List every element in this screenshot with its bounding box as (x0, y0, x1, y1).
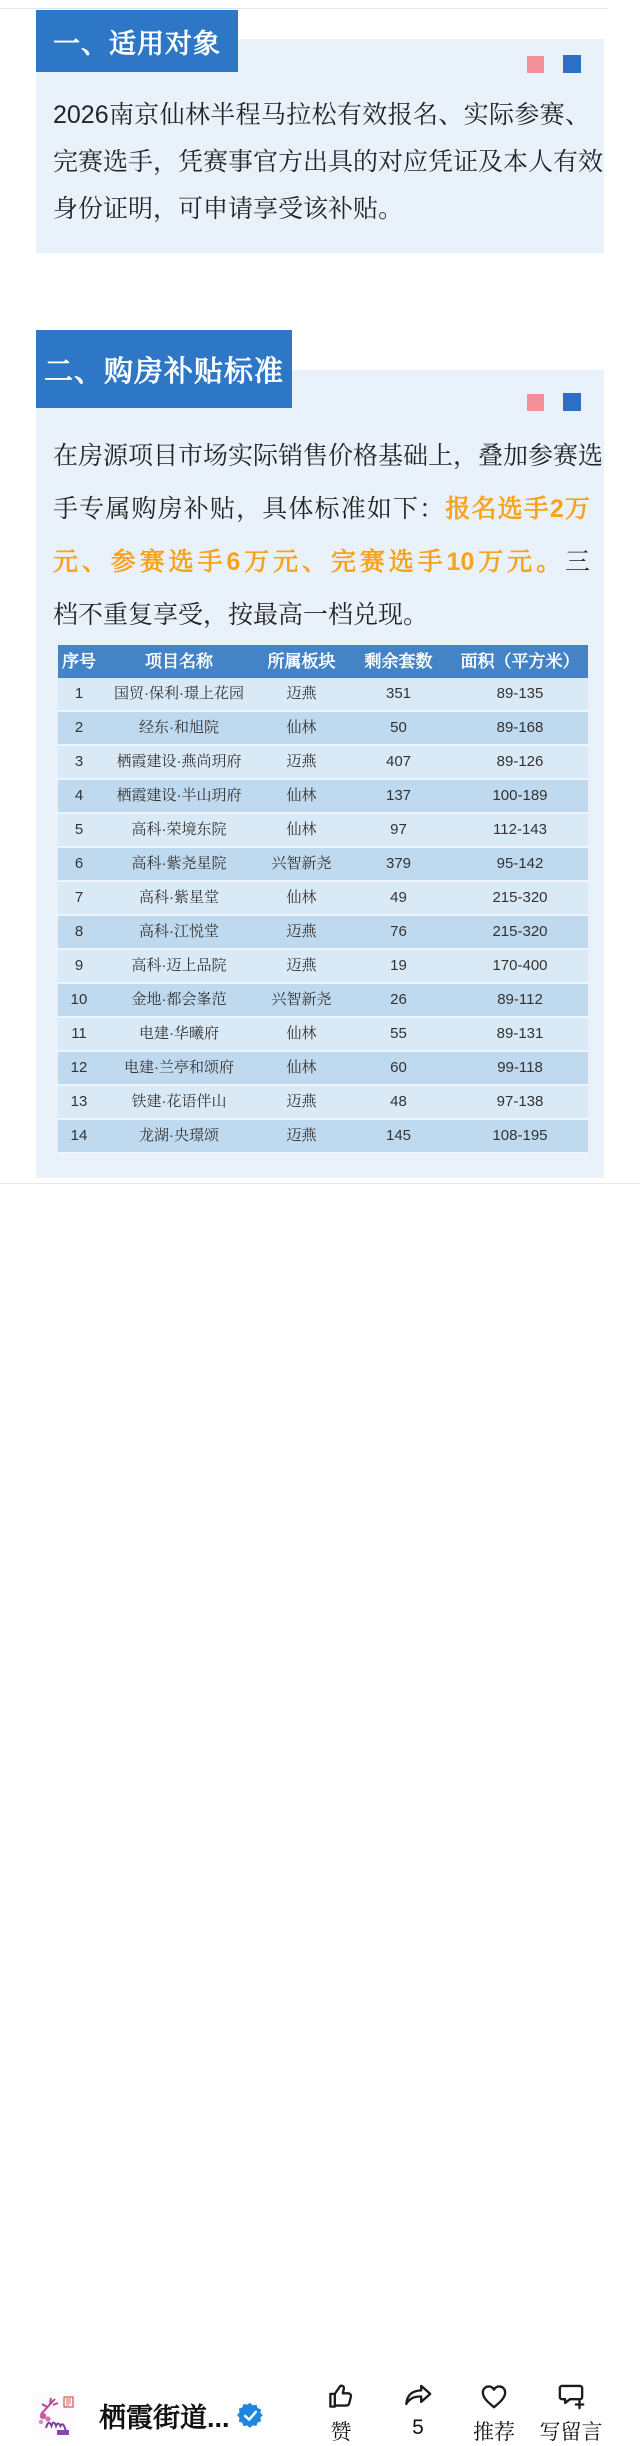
section2-paragraph (53, 430, 604, 642)
highlight-text: 报名选手2万 (445, 495, 590, 523)
table-cell: 高科·迈上品院 (131, 957, 227, 974)
table-cell: 栖霞建设·燕尚玥府 (116, 753, 242, 770)
table-cell: 60 (390, 1059, 407, 1076)
table-cell: 215-320 (492, 889, 548, 906)
table-header-cell: 所属板块 (267, 652, 336, 671)
section1-heading-badge (36, 10, 238, 72)
table-cell: 407 (385, 753, 412, 770)
share-arrow-icon (401, 2379, 435, 2413)
table-row (58, 712, 588, 746)
table-cell: 379 (385, 855, 412, 872)
paragraph-line: 身份证明，可申请享受该补贴。 (53, 195, 404, 223)
plain-text: 三 (564, 548, 590, 576)
table-cell: 迈燕 (286, 923, 317, 940)
paragraph-line (53, 536, 590, 589)
table-cell: 170-400 (492, 957, 548, 974)
table-cell: 铁建·花语伴山 (131, 1093, 227, 1110)
deco-square-pink (527, 56, 544, 73)
table-cell: 351 (385, 685, 412, 702)
table-cell: 兴智新尧 (271, 855, 332, 872)
projects-table (58, 645, 588, 1154)
table-cell: 108-195 (492, 1127, 548, 1144)
table-row (58, 950, 588, 984)
table-cell: 10 (70, 991, 88, 1008)
table-cell: 5 (74, 821, 84, 838)
table-cell: 89-112 (497, 991, 543, 1008)
deco-square-pink (527, 394, 544, 411)
share-button[interactable] (376, 2379, 460, 2440)
table-cell: 11 (71, 1025, 87, 1042)
table-cell: 112-143 (493, 821, 547, 838)
footer-bar (0, 1184, 640, 2444)
table-header-cell: 序号 (62, 652, 96, 671)
paragraph-line: 2026南京仙林半程马拉松有效报名、实际参赛、 (53, 101, 590, 129)
table-cell: 89-168 (496, 719, 544, 736)
like-button[interactable] (299, 2379, 383, 2446)
account-name[interactable]: 栖霞街道... (99, 2402, 230, 2433)
table-cell: 26 (390, 991, 407, 1008)
table-cell: 50 (390, 719, 407, 736)
table-cell: 99-118 (497, 1059, 543, 1076)
table-row (58, 746, 588, 780)
table-cell: 49 (390, 889, 407, 906)
table-cell: 电建·兰亭和颂府 (124, 1059, 234, 1076)
table-cell: 1 (74, 685, 84, 702)
table-cell: 95-142 (496, 855, 544, 872)
table-cell: 89-135 (496, 685, 544, 702)
highlight-text: 元、参赛选手6万元、完赛选手10万元。 (53, 548, 565, 576)
table-row (58, 848, 588, 882)
table-cell: 迈燕 (286, 685, 317, 702)
verified-badge-icon (237, 2402, 264, 2429)
table-cell: 2 (74, 719, 84, 736)
table-row (58, 780, 588, 814)
table-cell: 55 (390, 1025, 407, 1042)
projects-table-body (58, 678, 588, 1154)
table-cell: 7 (74, 889, 84, 906)
table-cell: 19 (390, 957, 407, 974)
table-cell: 高科·江悦堂 (139, 923, 219, 940)
table-cell: 14 (70, 1127, 88, 1144)
account-entry[interactable] (33, 2387, 264, 2443)
table-cell: 137 (385, 787, 412, 804)
comment-button[interactable] (529, 2379, 613, 2446)
table-cell: 高科·荣境东院 (131, 821, 227, 838)
table-cell: 高科·紫尧星院 (131, 855, 227, 872)
paragraph-line: 完赛选手，凭赛事官方出具的对应凭证及本人有效 (53, 148, 604, 176)
deco-square-blue (563, 55, 581, 73)
section1-heading-label: 一、适用对象 (53, 28, 221, 59)
table-cell: 215-320 (492, 923, 548, 940)
like-label: 赞 (330, 2421, 352, 2444)
table-cell: 97 (390, 821, 407, 838)
table-cell: 龙湖·央璟颂 (139, 1127, 219, 1144)
table-cell: 仙林 (286, 719, 317, 736)
table-cell: 迈燕 (286, 957, 317, 974)
table-row (58, 882, 588, 916)
write-comment-label: 写留言 (539, 2421, 603, 2444)
table-row (58, 1086, 588, 1120)
table-cell: 兴智新尧 (271, 991, 332, 1008)
table-cell: 145 (385, 1127, 412, 1144)
table-row (58, 814, 588, 848)
table-cell: 迈燕 (286, 1093, 317, 1110)
table-row (58, 984, 588, 1018)
table-cell: 高科·紫星堂 (139, 889, 219, 906)
table-cell: 12 (70, 1059, 88, 1076)
section2-heading-label: 二、购房补贴标准 (43, 355, 284, 388)
table-cell: 6 (74, 855, 84, 872)
paragraph-line (53, 483, 590, 536)
table-cell: 电建·华曦府 (139, 1025, 219, 1042)
table-cell: 金地·都会峯范 (131, 991, 227, 1008)
deco-square-blue (563, 393, 581, 411)
table-cell: 97-138 (496, 1093, 544, 1110)
table-row (58, 916, 588, 950)
table-cell: 48 (390, 1093, 407, 1110)
section1-paragraph (53, 92, 604, 233)
table-row (58, 1052, 588, 1086)
table-cell: 仙林 (286, 1059, 317, 1076)
table-row (58, 1120, 588, 1154)
heart-icon (477, 2379, 511, 2413)
table-cell: 仙林 (286, 889, 317, 906)
plain-text: 手专属购房补贴，具体标准如下： (53, 495, 446, 523)
paragraph-line: 在房源项目市场实际销售价格基础上，叠加参赛选 (53, 442, 604, 470)
paragraph-line: 档不重复享受，按最高一档兑现。 (53, 601, 429, 629)
section2-heading-badge (36, 330, 292, 408)
table-cell: 国贸·保利·璟上花园 (114, 685, 244, 702)
table-header-cell: 面积（平方米） (460, 652, 580, 671)
table-header-cell: 剩余套数 (364, 652, 433, 671)
top-divider (0, 8, 607, 9)
table-cell: 8 (74, 923, 84, 940)
table-cell: 迈燕 (286, 753, 317, 770)
table-cell: 76 (390, 923, 407, 940)
thumbs-up-icon (324, 2379, 358, 2413)
recommend-button[interactable] (452, 2379, 536, 2446)
table-header-row (58, 645, 588, 678)
table-cell: 89-131 (496, 1025, 544, 1042)
table-cell: 4 (74, 787, 84, 804)
table-cell: 9 (74, 957, 84, 974)
table-cell: 栖霞建设·半山玥府 (116, 787, 242, 804)
table-cell: 仙林 (286, 787, 317, 804)
table-cell: 经东·和旭院 (139, 719, 219, 736)
table-row (58, 1018, 588, 1052)
table-header-cell: 项目名称 (145, 652, 213, 671)
table-cell: 3 (74, 753, 84, 770)
comment-plus-icon (554, 2379, 588, 2413)
table-cell: 仙林 (286, 1025, 317, 1042)
table-cell: 89-126 (496, 753, 544, 770)
account-avatar[interactable] (33, 2392, 78, 2439)
table-cell: 迈燕 (286, 1127, 317, 1144)
table-cell: 13 (70, 1093, 88, 1110)
table-row (58, 678, 588, 712)
table-cell: 100-189 (492, 787, 548, 804)
share-count-label: 5 (412, 2416, 424, 2439)
recommend-label: 推荐 (473, 2421, 515, 2444)
table-cell: 仙林 (286, 821, 317, 838)
